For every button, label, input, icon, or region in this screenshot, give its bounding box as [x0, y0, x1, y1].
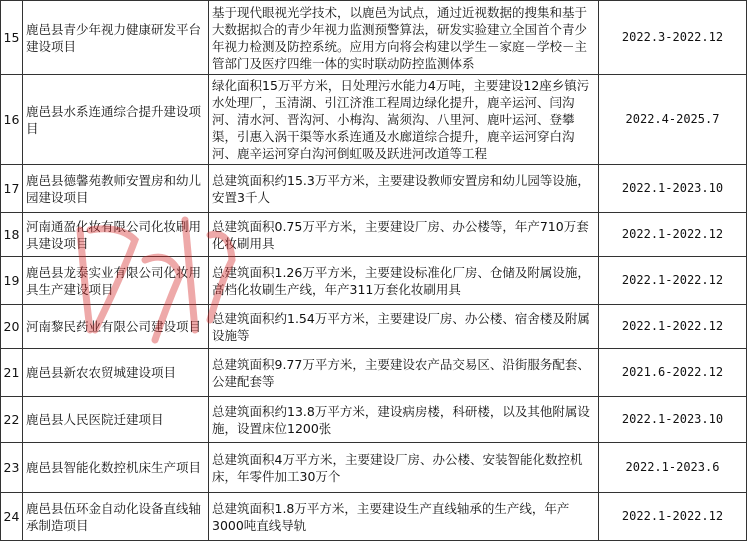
- project-name: 鹿邑县龙泰实业有限公司化妆用具生产建设项目: [23, 257, 209, 305]
- project-description: 总建筑面积1.26万平方米，主要建设标准化厂房、仓储及附属设施，高档化妆刷生产线，年产311万套化妆刷用具: [209, 257, 599, 305]
- row-number: 19: [1, 257, 23, 305]
- project-name: 河南通盈化妆有限公司化妆刷用具建设项目: [23, 213, 209, 257]
- project-name: 鹿邑县智能化数控机床生产项目: [23, 443, 209, 493]
- project-description: 总建筑面积1.8万平方米，主要建设生产直线轴承的生产线，年产3000吨直线导轨: [209, 493, 599, 541]
- project-name: 鹿邑县新农农贸城建设项目: [23, 349, 209, 397]
- project-description: 总建筑面积约1.54万平方米，主要建设厂房、办公楼、宿舍楼及附属设施等: [209, 305, 599, 349]
- row-number: 16: [1, 75, 23, 165]
- table-row: [1, 257, 747, 305]
- row-number: 18: [1, 213, 23, 257]
- project-period: 2022.1-2022.12: [599, 213, 747, 257]
- project-period: 2022.4-2025.7: [599, 75, 747, 165]
- table-row: [1, 349, 747, 397]
- project-name: 鹿邑县水系连通综合提升建设项目: [23, 75, 209, 165]
- project-name: 鹿邑县人民医院迁建项目: [23, 397, 209, 443]
- row-number: 22: [1, 397, 23, 443]
- project-description: 总建筑面积约13.8万平方米，建设病房楼，科研楼，以及其他附属设施，设置床位1200张: [209, 397, 599, 443]
- row-number: 23: [1, 443, 23, 493]
- project-name: 鹿邑县伍环金自动化设备直线轴承制造项目: [23, 493, 209, 541]
- project-period: 2022.1-2022.12: [599, 305, 747, 349]
- table-row: [1, 305, 747, 349]
- row-number: 20: [1, 305, 23, 349]
- row-number: 21: [1, 349, 23, 397]
- table-row: [1, 213, 747, 257]
- project-period: 2022.1-2022.12: [599, 493, 747, 541]
- project-description: 总建筑面积约15.3万平方米，主要建设教师安置房和幼儿园等设施，安置3千人: [209, 165, 599, 213]
- row-number: 15: [1, 1, 23, 75]
- project-period: 2022.1-2023.6: [599, 443, 747, 493]
- project-description: 总建筑面积4万平方米，主要建设厂房、办公楼、安装智能化数控机床，年零件加工30万个: [209, 443, 599, 493]
- table-row: [1, 165, 747, 213]
- project-name: 河南黎民药业有限公司建设项目: [23, 305, 209, 349]
- project-name: 鹿邑县青少年视力健康研发平台建设项目: [23, 1, 209, 75]
- table-row: [1, 75, 747, 165]
- project-description: 绿化面积15万平方米，日处理污水能力4万吨，主要建设12座乡镇污水处理厂，玉清湖、引江济淮工程周边绿化提升，鹿辛运河、闫沟河、清水河、晋沟河、小梅沟、嵩须沟、八里河、鹿叶运河、登攀渠，引惠入涡干渠等水系连通及水廊道综合提升，鹿辛运河穿白沟河、鹿辛运河穿白沟河倒虹吸及跃进河改道等工程: [209, 75, 599, 165]
- table-row: [1, 493, 747, 541]
- table-row: [1, 1, 747, 75]
- project-period: 2022.1-2023.10: [599, 397, 747, 443]
- project-period: 2022.1-2023.10: [599, 165, 747, 213]
- project-description: 总建筑面积9.77万平方米，主要建设农产品交易区、沿街服务配套、公建配套等: [209, 349, 599, 397]
- project-description: 基于现代眼视光学技术，以鹿邑为试点，通过近视数据的搜集和基于大数据拟合的青少年视力监测预警算法，研发实验建立全国首个青少年视力检测及防控系统。应用方向将会构建以学生－家庭－学校－主管部门及医疗四维一体的实时联动防控监测体系: [209, 1, 599, 75]
- table-row: [1, 397, 747, 443]
- project-name: 鹿邑县德馨苑教师安置房和幼儿园建设项目: [23, 165, 209, 213]
- project-period: 2022.1-2022.12: [599, 257, 747, 305]
- row-number: 24: [1, 493, 23, 541]
- project-period: 2022.3-2022.12: [599, 1, 747, 75]
- project-period: 2021.6-2022.12: [599, 349, 747, 397]
- table-row: [1, 443, 747, 493]
- project-description: 总建筑面积0.75万平方米，主要建设厂房、办公楼等，年产710万套化妆刷用具: [209, 213, 599, 257]
- row-number: 17: [1, 165, 23, 213]
